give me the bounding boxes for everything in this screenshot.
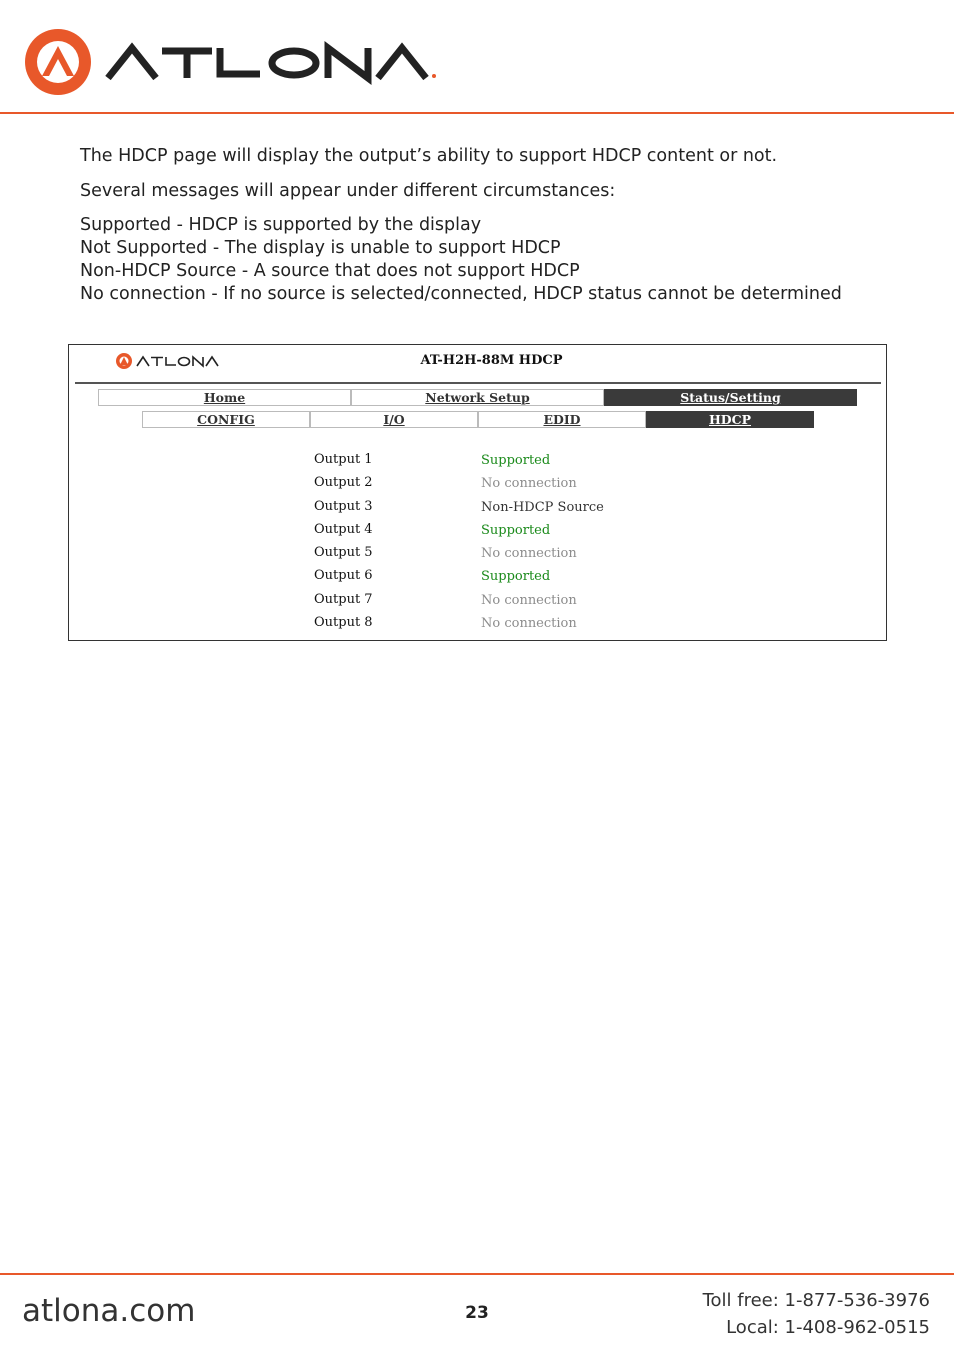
message-item: No connection - If no source is selected/connected, HDCP status cannot be determined bbox=[80, 284, 842, 304]
output-label: Output 3 bbox=[314, 498, 373, 514]
output-label: Output 8 bbox=[314, 615, 373, 631]
title-divider bbox=[75, 382, 881, 384]
tab-edid[interactable]: EDID bbox=[478, 411, 646, 428]
tab-network-setup[interactable]: Network Setup bbox=[351, 389, 604, 406]
output-label: Output 7 bbox=[314, 591, 373, 607]
output-label: Output 6 bbox=[314, 568, 373, 584]
intro-paragraph: Several messages will appear under different circumstances: bbox=[80, 181, 616, 201]
toll-free-number: Toll free: 1-877-536-3976 bbox=[702, 1290, 930, 1311]
hdcp-status: Supported bbox=[481, 453, 551, 468]
tab-config[interactable]: CONFIG bbox=[142, 411, 310, 428]
footer-contact bbox=[703, 1287, 930, 1341]
footer-divider bbox=[0, 1273, 954, 1275]
hdcp-page-screenshot bbox=[68, 344, 887, 641]
output-label: Output 1 bbox=[314, 452, 373, 467]
hdcp-status: Non-HDCP Source bbox=[481, 499, 604, 515]
local-number: Local: 1-408-962-0515 bbox=[726, 1317, 930, 1338]
output-label: Output 4 bbox=[314, 521, 373, 537]
hdcp-status: No connection bbox=[481, 546, 577, 562]
hdcp-status: No connection bbox=[481, 616, 577, 632]
message-item: Not Supported - The display is unable to support HDCP bbox=[80, 238, 561, 258]
hdcp-status: No connection bbox=[481, 592, 577, 608]
tab-io[interactable]: I/O bbox=[310, 411, 478, 428]
message-item: Supported - HDCP is supported by the display bbox=[80, 215, 482, 235]
sub-nav bbox=[142, 411, 814, 428]
hdcp-status: Supported bbox=[481, 569, 551, 585]
message-item: Non-HDCP Source - A source that does not support HDCP bbox=[80, 261, 580, 281]
header-divider bbox=[0, 112, 954, 114]
tab-home[interactable]: Home bbox=[98, 389, 351, 406]
intro-paragraph: The HDCP page will display the output’s ability to support HDCP content or not. bbox=[80, 146, 778, 166]
output-label: Output 5 bbox=[314, 545, 373, 561]
page-number: 23 bbox=[465, 1303, 489, 1323]
hdcp-status: Supported bbox=[481, 522, 551, 538]
atlona-logo bbox=[22, 26, 442, 98]
tab-status-setting[interactable]: Status/Setting bbox=[604, 389, 857, 406]
device-title: AT-H2H-88M HDCP bbox=[420, 353, 563, 368]
tab-hdcp[interactable]: HDCP bbox=[646, 411, 814, 428]
footer-website: atlona.com bbox=[22, 1293, 196, 1329]
main-nav bbox=[98, 389, 857, 406]
hdcp-status: No connection bbox=[481, 476, 577, 492]
output-label: Output 2 bbox=[314, 475, 373, 491]
intro-text bbox=[80, 145, 900, 306]
